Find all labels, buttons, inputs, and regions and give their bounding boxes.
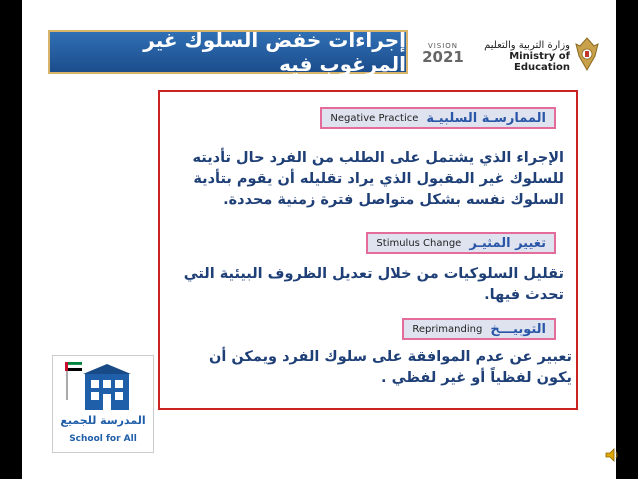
tag-label-ar: التوبيـــخ xyxy=(490,321,546,337)
paragraph-stimulus-change: تقليل السلوكيات من خلال تعديل الظروف البيئية التي تحدث فيها. xyxy=(183,266,564,303)
tag-reprimanding xyxy=(402,318,556,340)
slide-title: إجراءات خفض السلوك غير المرغوب فيه xyxy=(48,30,408,74)
ministry-name-en: Ministry of Education xyxy=(509,51,570,73)
vision-year: 2021 xyxy=(422,48,464,66)
paragraph-negative-practice: الإجراء الذي يشتمل على الطلب من الفرد حال تأديته للسلوك غير المقبول الذي يراد تقليله أن يقوم بتأدية السلوك نفسه بشكل متواصل فترة زمنية محددة. xyxy=(192,150,564,208)
tag-label-en: Stimulus Change xyxy=(376,237,462,249)
logo-text-en: School for All xyxy=(69,434,137,444)
tag-label-en: Negative Practice xyxy=(330,112,419,124)
vision-2021-logo xyxy=(418,42,468,74)
logo-text-ar: المدرسة للجميع xyxy=(60,414,146,427)
speaker-icon[interactable] xyxy=(604,447,620,463)
tag-label-en: Reprimanding xyxy=(412,323,483,335)
ministry-logo xyxy=(470,40,570,73)
school-for-all-logo xyxy=(52,355,154,453)
school-building-icon xyxy=(61,360,145,414)
vision-label: VISION xyxy=(427,42,459,50)
uae-emblem-icon xyxy=(574,36,600,72)
tag-stimulus-change xyxy=(366,232,556,254)
tag-label-ar: الممارسـة السلبيـة xyxy=(426,110,546,126)
tag-negative-practice xyxy=(320,107,556,129)
paragraph-reprimanding: تعبير عن عدم الموافقة على سلوك الفرد ويمكن أن يكون لفظياً أو غير لفظي . xyxy=(208,349,572,386)
tag-label-ar: تغيير المثيـر xyxy=(469,235,546,251)
ministry-name-ar: وزارة التربية والتعليم xyxy=(484,40,570,51)
